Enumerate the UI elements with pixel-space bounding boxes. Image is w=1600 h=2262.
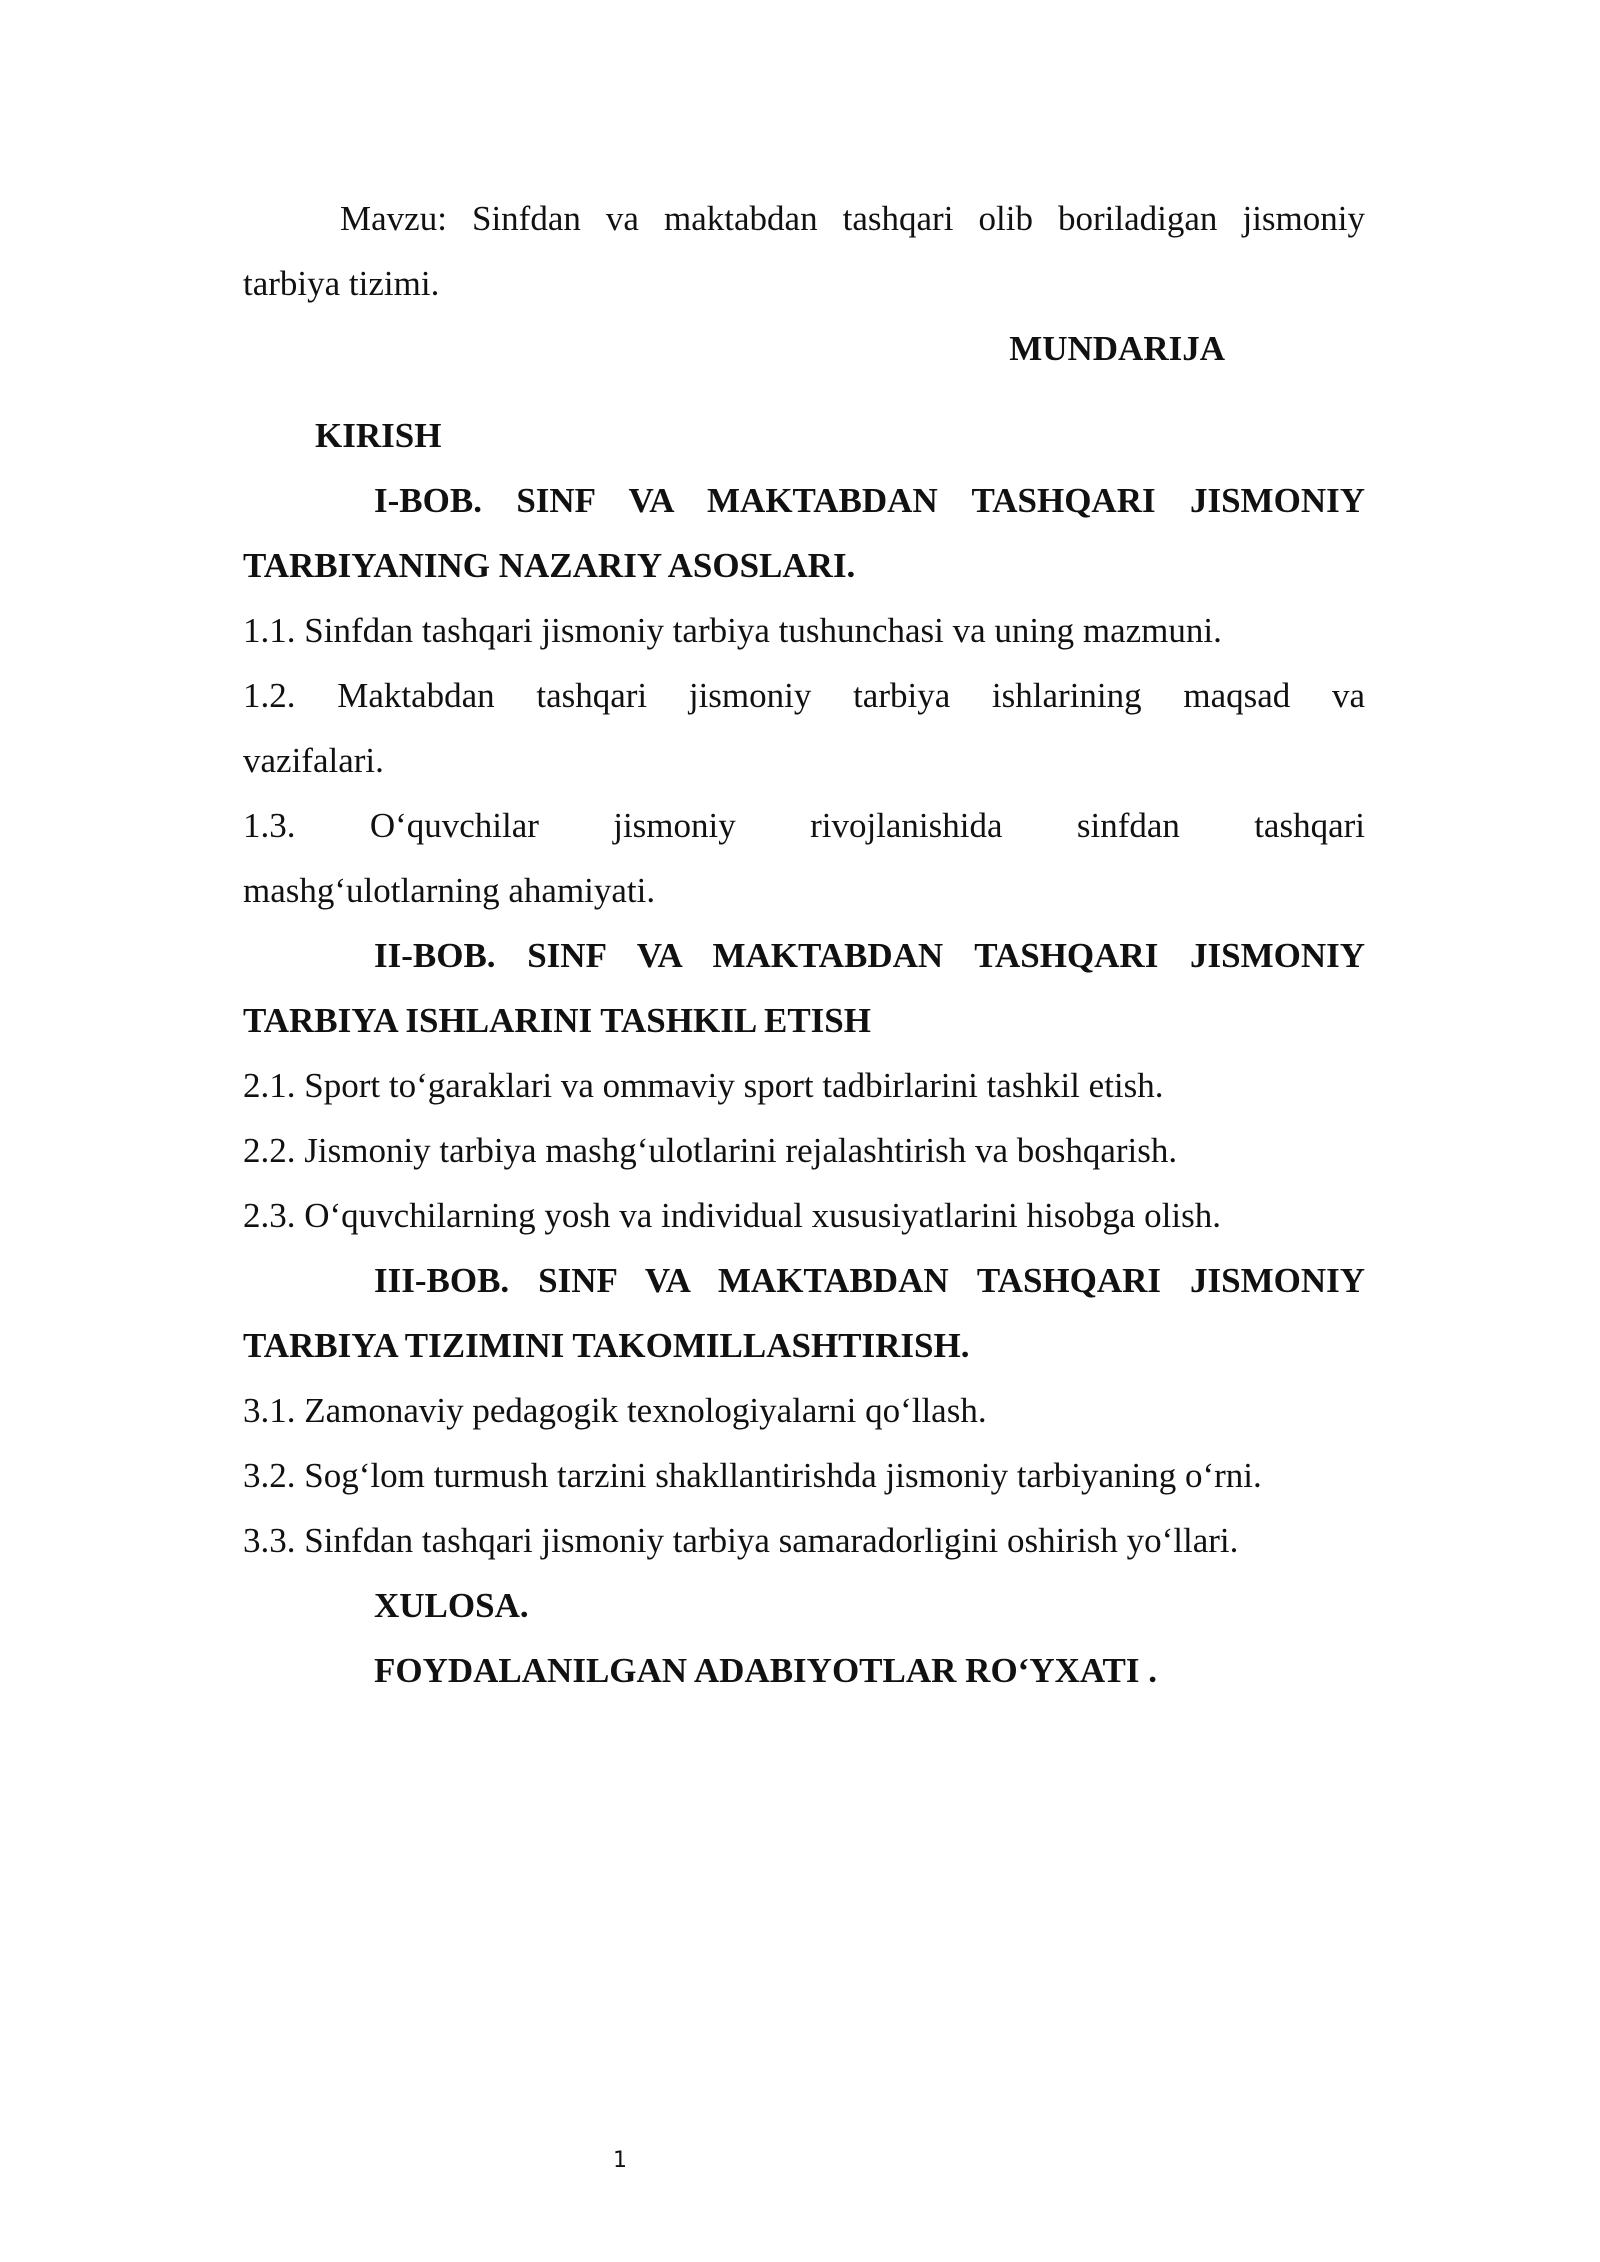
toc-references: FOYDALANILGAN ADABIYOTLAR RO‘YXATI . xyxy=(374,1651,1158,1690)
chapter-3-heading-line-1: III-BOB. SINF VA MAKTABDAN TASHQARI JISMONIY xyxy=(374,1261,1365,1300)
chapter-3-heading-line-2: TARBIYA TIZIMINI TAKOMILLASHTIRISH. xyxy=(243,1326,970,1365)
contents-title: MUNDARIJA xyxy=(1009,329,1225,368)
toc-item-2-3: 2.3. O‘quvchilarning yosh va individual xususiyatlarini hisobga olish. xyxy=(243,1196,1221,1235)
toc-item-2-1: 2.1. Sport to‘garaklari va ommaviy sport tadbirlarini tashkil etish. xyxy=(243,1066,1164,1105)
chapter-1-heading-line-1: I-BOB. SINF VA MAKTABDAN TASHQARI JISMONIY xyxy=(374,481,1365,520)
toc-item-1-3-line-2: mashg‘ulotlarning ahamiyati. xyxy=(243,871,656,910)
toc-item-1-2-line-1: 1.2. Maktabdan tashqari jismoniy tarbiya ishlarining maqsad va xyxy=(243,676,1365,715)
toc-item-1-1: 1.1. Sinfdan tashqari jismoniy tarbiya tushunchasi va uning mazmuni. xyxy=(243,611,1222,650)
chapter-2-heading-line-2: TARBIYA ISHLARINI TASHKIL ETISH xyxy=(243,1001,871,1040)
toc-item-2-2: 2.2. Jismoniy tarbiya mashg‘ulotlarini rejalashtirish va boshqarish. xyxy=(243,1131,1178,1170)
toc-intro: KIRISH xyxy=(315,416,442,455)
document-page xyxy=(243,186,1365,1703)
toc-item-3-2: 3.2. Sog‘lom turmush tarzini shakllantirishda jismoniy tarbiyaning o‘rni. xyxy=(243,1456,1262,1495)
topic-line-1: Mavzu: Sinfdan va maktabdan tashqari olib boriladigan jismoniy xyxy=(340,199,1365,238)
toc-item-3-1: 3.1. Zamonaviy pedagogik texnologiyalarni qo‘llash. xyxy=(243,1391,987,1430)
toc-item-1-2-line-2: vazifalari. xyxy=(243,741,384,780)
chapter-2-heading-line-1: II-BOB. SINF VA MAKTABDAN TASHQARI JISMONIY xyxy=(374,936,1365,975)
topic-line-2: tarbiya tizimi. xyxy=(243,264,440,303)
toc-item-1-3-line-1: 1.3. O‘quvchilar jismoniy rivojlanishida sinfdan tashqari xyxy=(243,806,1365,845)
toc-conclusion: XULOSA. xyxy=(374,1586,529,1625)
chapter-1-heading-line-2: TARBIYANING NAZARIY ASOSLARI. xyxy=(243,546,856,585)
page-number: 1 xyxy=(613,2148,627,2173)
toc-item-3-3: 3.3. Sinfdan tashqari jismoniy tarbiya samaradorligini oshirish yo‘llari. xyxy=(243,1521,1239,1560)
